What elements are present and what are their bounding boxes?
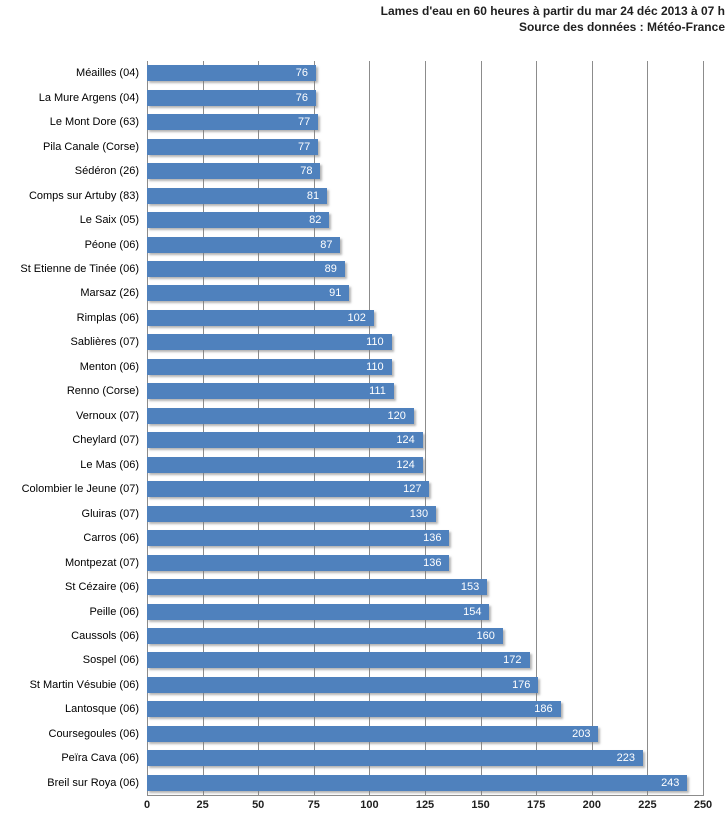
bar-rows	[0, 61, 703, 795]
bar	[147, 334, 392, 350]
value-label: 153	[460, 581, 480, 594]
category-label: Peïra Cava (06)	[61, 752, 139, 765]
x-axis-tick-label: 25	[196, 799, 209, 811]
value-label: 160	[476, 630, 495, 643]
x-axis-ticks	[143, 799, 713, 815]
value-label: 127	[403, 483, 422, 496]
bar-row	[0, 599, 703, 623]
bar-row	[0, 110, 703, 134]
bar-track	[147, 599, 703, 623]
category-label: Sospel (06)	[82, 654, 139, 667]
category-label: Menton (06)	[79, 360, 139, 373]
bar-row	[0, 575, 703, 599]
bar-row	[0, 477, 703, 501]
bar	[147, 628, 503, 644]
category-label: Le Mont Dore (63)	[49, 116, 139, 129]
bar-row	[0, 61, 703, 85]
bar	[147, 726, 598, 742]
category-label: Méailles (04)	[76, 67, 139, 80]
bar	[147, 383, 394, 399]
value-label: 89	[324, 262, 337, 275]
bar	[147, 775, 687, 791]
bar	[147, 432, 423, 448]
bar-row	[0, 330, 703, 354]
x-axis-tick-label: 225	[638, 799, 657, 811]
bar-row	[0, 404, 703, 428]
value-label: 124	[396, 434, 415, 447]
bar-row	[0, 673, 703, 697]
value-label: 203	[572, 727, 591, 740]
value-label: 77	[297, 116, 311, 129]
value-label: 77	[297, 140, 311, 153]
x-axis-tick-label: 75	[307, 799, 320, 811]
bar-row	[0, 428, 703, 452]
bar	[147, 359, 392, 375]
bar-track	[147, 575, 703, 599]
bar-track	[147, 453, 703, 477]
bar	[147, 114, 318, 130]
bar-row	[0, 183, 703, 207]
bar-track	[147, 110, 703, 134]
value-label: 120	[387, 409, 406, 422]
bar-track	[147, 404, 703, 428]
value-label: 76	[295, 67, 309, 80]
bar-track	[147, 355, 703, 379]
bar-track	[147, 232, 703, 256]
value-label: 154	[463, 605, 482, 618]
bar-track	[147, 624, 703, 648]
bar-track	[147, 501, 703, 525]
category-label: Carros (06)	[83, 532, 139, 545]
category-label: Pila Canale (Corse)	[43, 140, 139, 153]
x-axis-tick-label: 125	[415, 799, 435, 811]
bar-row	[0, 746, 703, 770]
bar-track	[147, 281, 703, 305]
bar-row	[0, 208, 703, 232]
value-label: 223	[616, 752, 635, 765]
value-label: 111	[369, 385, 386, 398]
bar-row	[0, 526, 703, 550]
value-label: 124	[396, 458, 415, 471]
bar-row	[0, 379, 703, 403]
bar-row	[0, 281, 703, 305]
category-label: St Cézaire (06)	[65, 581, 139, 594]
bar	[147, 652, 530, 668]
value-label: 81	[306, 189, 320, 202]
bar-row	[0, 453, 703, 477]
bar-row	[0, 306, 703, 330]
bar-row	[0, 550, 703, 574]
bar-track	[147, 771, 703, 795]
value-label: 186	[534, 703, 553, 716]
value-label: 102	[347, 311, 366, 324]
bar	[147, 506, 436, 522]
category-label: St Martin Vésubie (06)	[29, 678, 139, 691]
x-axis-line	[147, 795, 704, 796]
bar	[147, 237, 340, 253]
value-label: 76	[295, 91, 309, 104]
bar-track	[147, 85, 703, 109]
bar-track	[147, 379, 703, 403]
category-label: Marsaz (26)	[80, 287, 139, 300]
bar-track	[147, 306, 703, 330]
value-label: 172	[503, 654, 522, 667]
bar-track	[147, 550, 703, 574]
category-label: Comps sur Artuby (83)	[28, 189, 139, 202]
value-label: 110	[366, 336, 384, 349]
bar-row	[0, 134, 703, 158]
category-label: Le Mas (06)	[80, 458, 139, 471]
bar	[147, 139, 318, 155]
category-label: Peille (06)	[89, 605, 139, 618]
bar-track	[147, 330, 703, 354]
bar	[147, 555, 449, 571]
bar	[147, 750, 643, 766]
bar	[147, 579, 487, 595]
bar	[147, 65, 316, 81]
bar-row	[0, 85, 703, 109]
bar-row	[0, 697, 703, 721]
value-label: 78	[300, 165, 313, 178]
value-label: 82	[309, 214, 322, 227]
category-label: Gluiras (07)	[81, 507, 139, 520]
chart-subtitle: Source des données : Météo-France	[518, 20, 725, 34]
bar-row	[0, 501, 703, 525]
bar	[147, 285, 349, 301]
bar	[147, 261, 345, 277]
category-label: Le Saix (05)	[79, 214, 139, 227]
value-label: 243	[661, 776, 680, 789]
x-axis-tick-label: 250	[693, 799, 713, 811]
category-label: Coursegoules (06)	[48, 727, 139, 740]
category-label: St Etienne de Tinée (06)	[20, 262, 139, 275]
chart-title-block	[381, 3, 725, 35]
bar-row	[0, 771, 703, 795]
value-label: 136	[423, 532, 442, 545]
bar-track	[147, 648, 703, 672]
bar-track	[147, 526, 703, 550]
bar	[147, 163, 320, 179]
bar-row	[0, 257, 703, 281]
bar	[147, 457, 423, 473]
category-label: Sablières (07)	[70, 336, 139, 349]
value-label: 87	[320, 238, 333, 251]
bar-row	[0, 159, 703, 183]
bar-row	[0, 722, 703, 746]
bar-row	[0, 624, 703, 648]
bar	[147, 701, 561, 717]
bar-track	[147, 722, 703, 746]
x-axis-tick-label: 150	[471, 799, 490, 811]
category-label: Péone (06)	[84, 238, 139, 251]
category-label: Rimplas (06)	[76, 311, 139, 324]
category-label: Colombier le Jeune (07)	[21, 483, 139, 496]
bar-row	[0, 232, 703, 256]
bar-track	[147, 428, 703, 452]
value-label: 136	[423, 556, 442, 569]
bar-track	[147, 61, 703, 85]
category-label: Lantosque (06)	[65, 703, 139, 716]
category-label: Sédéron (26)	[74, 165, 139, 178]
bar	[147, 90, 316, 106]
bar	[147, 408, 414, 424]
bar	[147, 310, 374, 326]
category-label: Montpezat (07)	[65, 556, 139, 569]
bar	[147, 530, 449, 546]
category-label: Vernoux (07)	[76, 409, 139, 422]
x-axis-tick-label: 0	[143, 799, 151, 811]
bar-row	[0, 648, 703, 672]
bar-track	[147, 134, 703, 158]
bar	[147, 677, 538, 693]
bar-track	[147, 257, 703, 281]
value-label: 91	[329, 287, 342, 300]
value-label: 176	[512, 678, 531, 691]
category-label: Caussols (06)	[71, 630, 139, 643]
gridline	[703, 61, 704, 795]
value-label: 130	[409, 507, 429, 520]
bar	[147, 212, 329, 228]
x-axis-tick-label: 200	[582, 799, 601, 811]
bar-track	[147, 183, 703, 207]
category-label: Breil sur Roya (06)	[47, 776, 139, 789]
category-label: Cheylard (07)	[72, 434, 139, 447]
x-axis-tick-label: 175	[527, 799, 546, 811]
bar	[147, 188, 327, 204]
chart-title: Lames d'eau en 60 heures à partir du mar 24 déc 2013 à 07 h	[380, 4, 725, 18]
bar-track	[147, 208, 703, 232]
bar	[147, 481, 429, 497]
bar-track	[147, 477, 703, 501]
x-axis-tick-label: 100	[360, 799, 379, 811]
value-label: 110	[366, 360, 384, 373]
category-label: La Mure Argens (04)	[38, 91, 139, 104]
bar	[147, 604, 489, 620]
bar-track	[147, 697, 703, 721]
bar-track	[147, 746, 703, 770]
bar-track	[147, 673, 703, 697]
category-label: Renno (Corse)	[66, 385, 139, 398]
x-axis-tick-label: 50	[252, 799, 265, 811]
bar-track	[147, 159, 703, 183]
bar-row	[0, 355, 703, 379]
